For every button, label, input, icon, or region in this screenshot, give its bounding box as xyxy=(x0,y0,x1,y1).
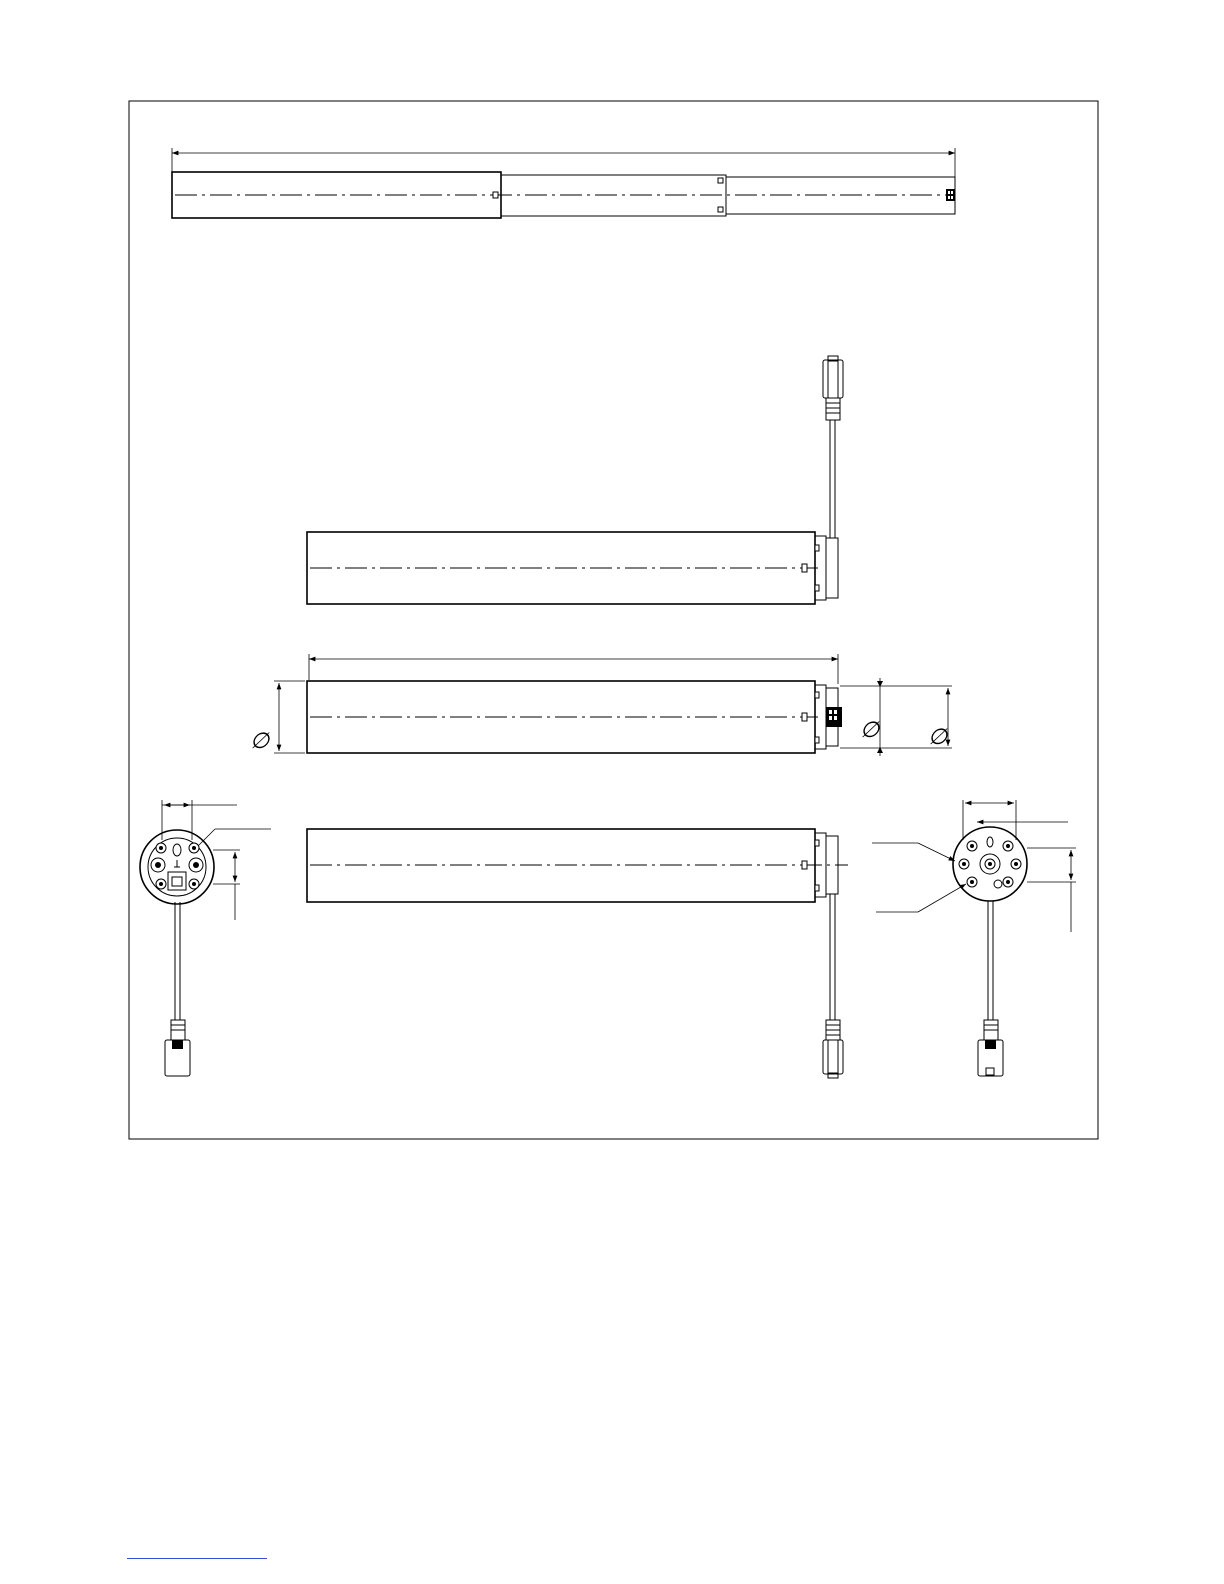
leader-line xyxy=(196,829,215,848)
outer-diameter-symbol: ∅ xyxy=(928,725,948,750)
tube-section-3 xyxy=(726,177,955,214)
end-view-left xyxy=(140,800,271,1076)
motor-tube xyxy=(307,829,815,902)
tube-section-2 xyxy=(501,175,726,216)
plug-connector xyxy=(165,1020,190,1076)
plug-connector xyxy=(823,1020,843,1078)
plug-connector xyxy=(823,356,843,420)
head-block xyxy=(826,538,838,598)
socket-connector xyxy=(826,707,842,727)
tube-diameter-symbol: ∅ xyxy=(250,729,270,754)
drawing-frame xyxy=(129,101,1098,1139)
top-view-extended xyxy=(172,148,955,218)
connector-block xyxy=(946,189,955,201)
side-view-dimensioned xyxy=(250,654,952,756)
footer-rule xyxy=(127,1558,267,1559)
plug-connector xyxy=(978,1020,1003,1076)
side-view-cable-down xyxy=(307,829,848,1078)
flange-diameter-symbol: ∅ xyxy=(860,718,880,743)
end-view-right xyxy=(872,800,1076,1076)
side-view-cable-up xyxy=(307,356,843,604)
